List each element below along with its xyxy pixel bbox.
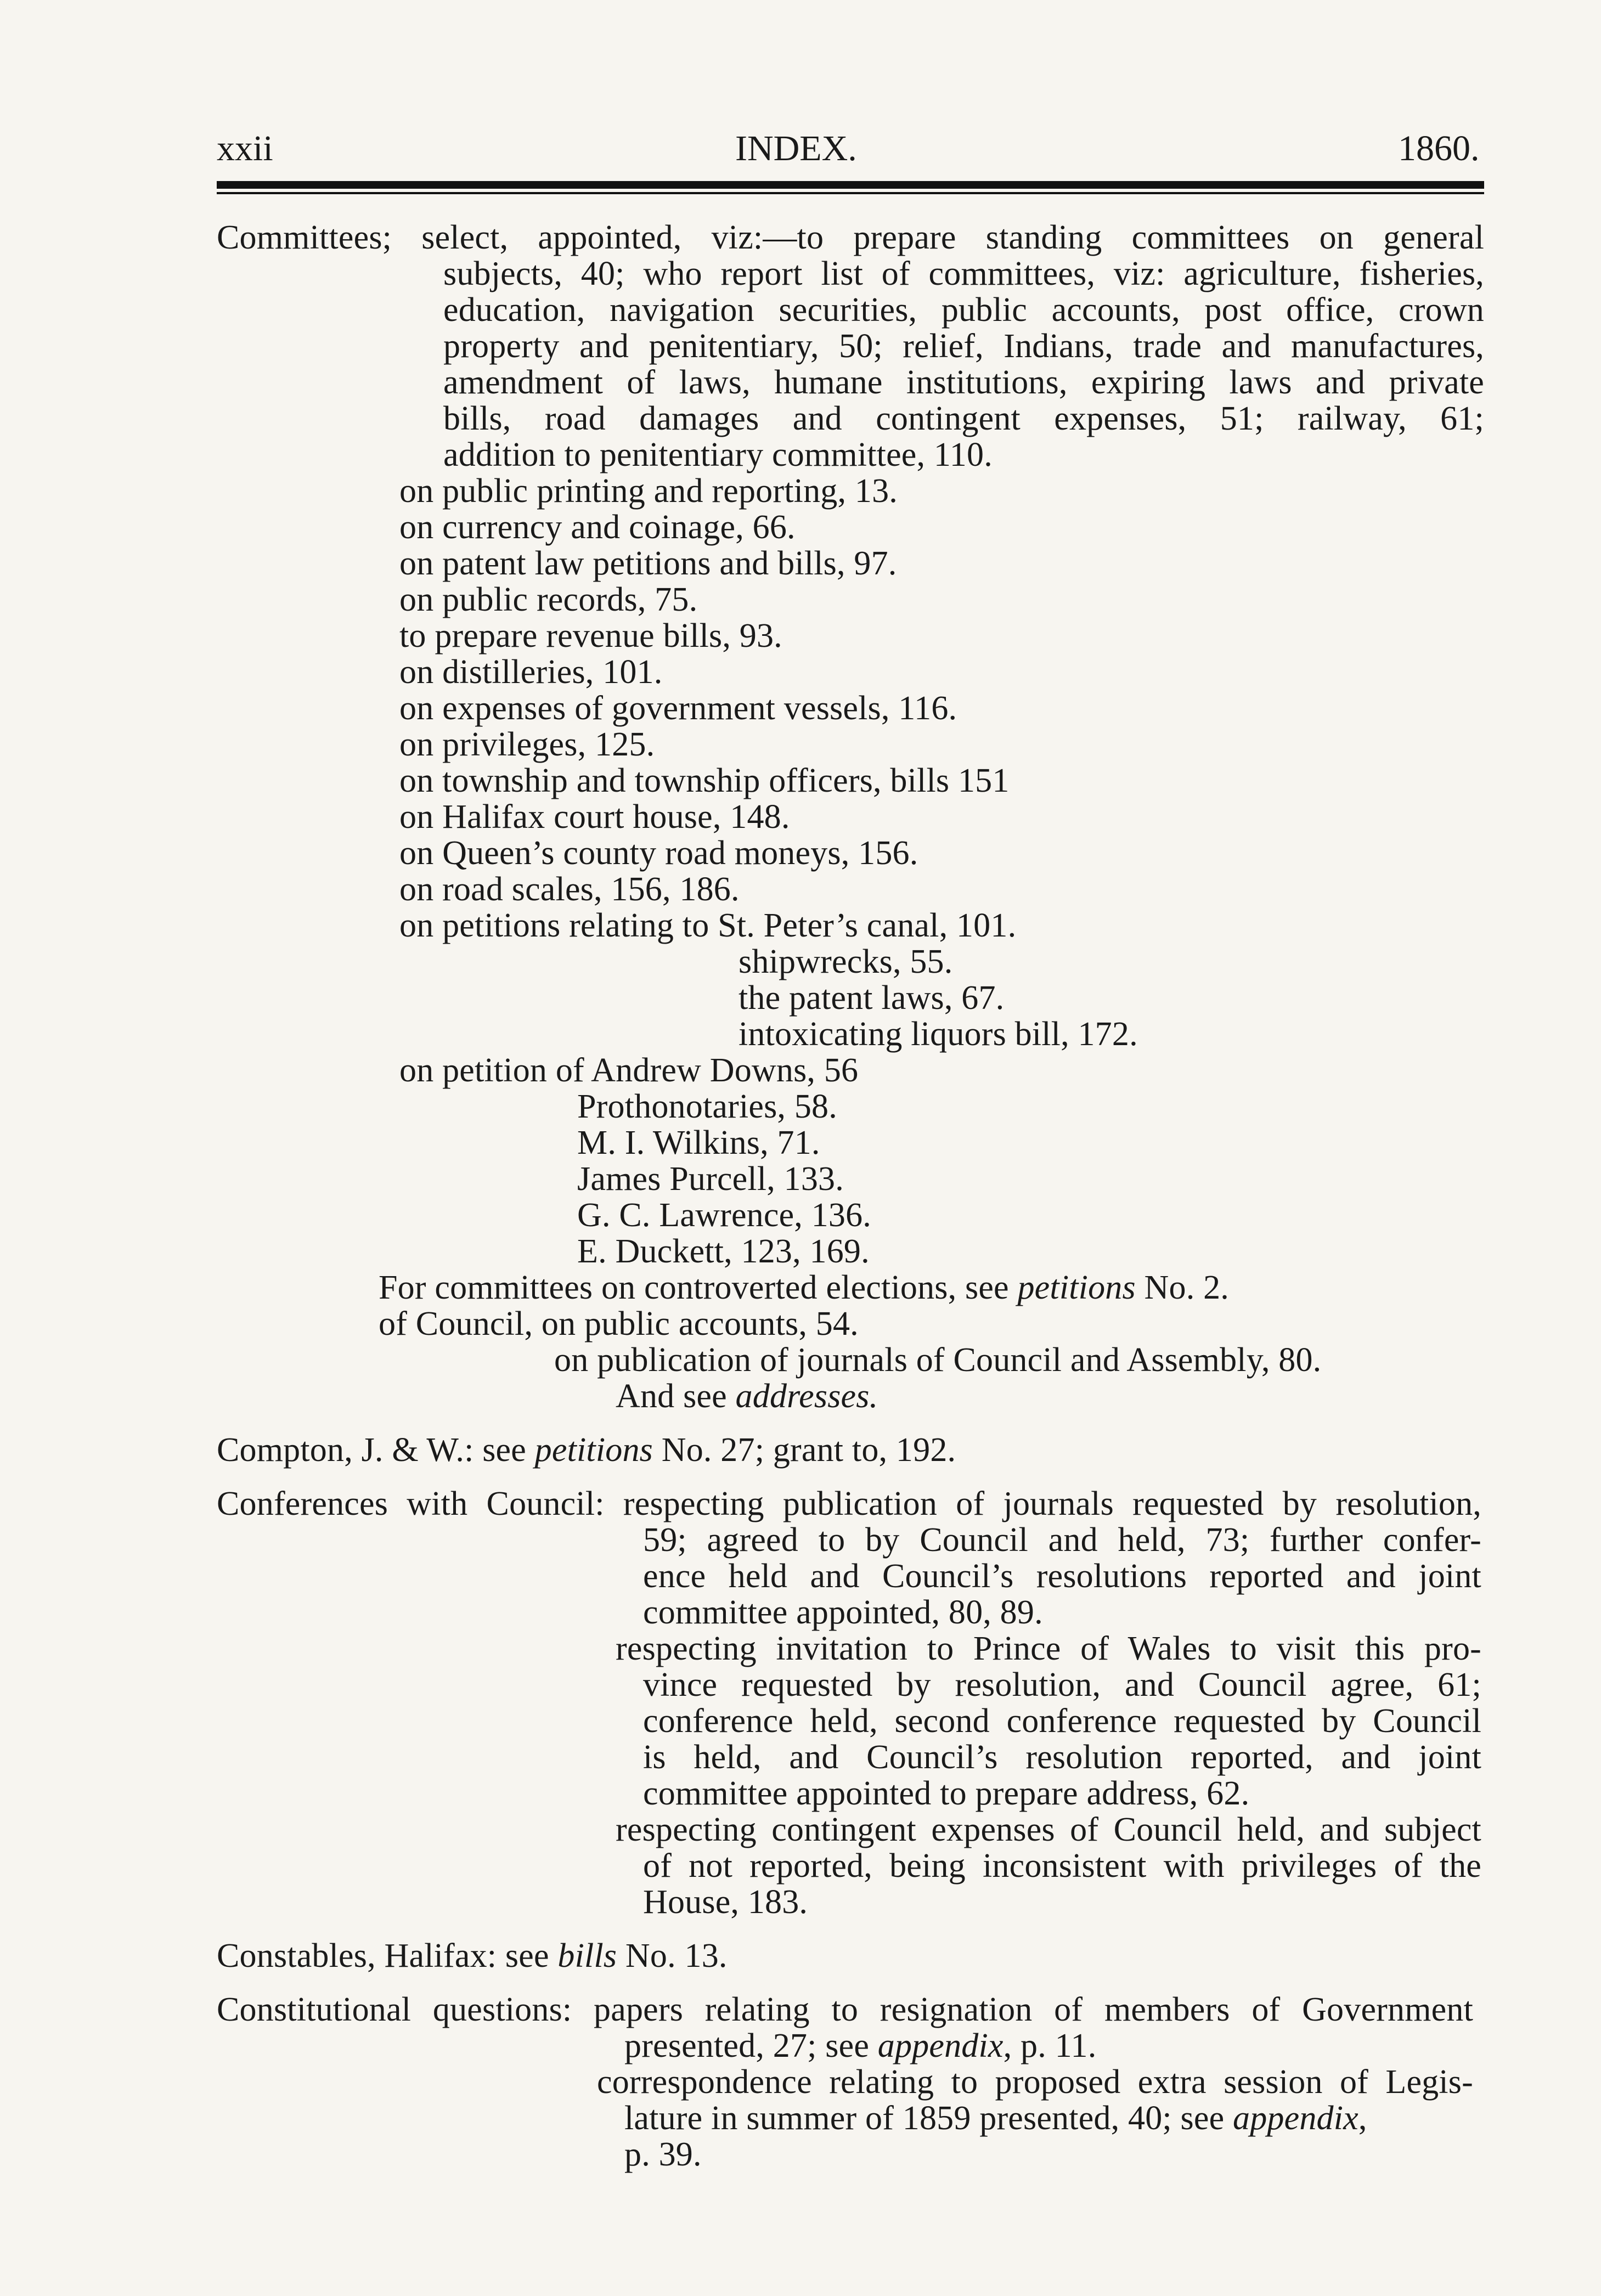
index-subentry: on publication of journals of Council and Assembly, 80. (554, 1341, 1322, 1379)
index-subentry: respecting contingent expenses of Council held, and subject (616, 1811, 1481, 1848)
index-cross-reference: And see addresses. (616, 1378, 878, 1415)
year: 1860. (1398, 128, 1480, 168)
index-subentry: on township and township officers, bills 151 (399, 762, 1010, 799)
index-subentry: of Council, on public accounts, 54. (379, 1305, 859, 1342)
index-subentry: M. I. Wilkins, 71. (577, 1124, 820, 1161)
index-subentry: on privileges, 125. (399, 726, 655, 763)
header-rule-thick (217, 181, 1484, 189)
index-subentry: on road scales, 156, 186. (399, 871, 740, 908)
header-rule-thin (217, 192, 1484, 194)
index-subentry: to prepare revenue bills, 93. (399, 617, 782, 655)
index-subentry: shipwrecks, 55. (739, 943, 953, 980)
index-subentry: James Purcell, 133. (577, 1160, 844, 1198)
index-subentry: intoxicating liquors bill, 172. (739, 1016, 1138, 1053)
index-entry-line: House, 183. (643, 1883, 808, 1921)
index-entry-line: Constitutional questions: papers relating to resignation of members of Government (217, 1991, 1473, 2028)
index-entry-line: presented, 27; see appendix, p. 11. (624, 2027, 1097, 2064)
index-subentry: on petition of Andrew Downs, 56 (399, 1052, 859, 1089)
index-subentry: respecting invitation to Prince of Wales to visit this pro- (616, 1630, 1481, 1667)
index-subentry: E. Duckett, 123, 169. (577, 1233, 870, 1270)
index-subentry: on public records, 75. (399, 581, 698, 618)
index-entry-line: Conferences with Council: respecting publication of journals requested by resolution, (217, 1485, 1481, 1522)
index-entry-line: ence held and Council’s resolutions reported and joint (643, 1558, 1481, 1595)
index-entry-line: committee appointed to prepare address, 62. (643, 1775, 1250, 1812)
page-number: xxii (217, 128, 273, 168)
running-title: INDEX. (735, 128, 857, 168)
index-entry-line: Compton, J. & W.: see petitions No. 27; grant to, 192. (217, 1431, 956, 1469)
index-entry-line: Constables, Halifax: see bills No. 13. (217, 1937, 728, 1975)
index-entry-line: lature in summer of 1859 presented, 40; see appendix, (624, 2100, 1367, 2137)
index-subentry: on Queen’s county road moneys, 156. (399, 834, 918, 872)
index-entry-line: of not reported, being inconsistent with privileges of the (643, 1847, 1481, 1885)
index-entry-line: 59; agreed to by Council and held, 73; further confer- (643, 1521, 1481, 1559)
index-subentry: the patent laws, 67. (739, 979, 1005, 1017)
index-entry-line: amendment of laws, humane institutions, expiring laws and private (443, 364, 1484, 401)
index-entry-line: Committees; select, appointed, viz:—to prepare standing committees on general (217, 219, 1484, 256)
index-subentry: G. C. Lawrence, 136. (577, 1197, 871, 1234)
index-subentry: on patent law petitions and bills, 97. (399, 545, 897, 582)
index-subentry: correspondence relating to proposed extra session of Legis- (597, 2063, 1473, 2101)
index-subentry: on currency and coinage, 66. (399, 509, 796, 546)
index-subentry: on public printing and reporting, 13. (399, 472, 898, 510)
index-entry-line: vince requested by resolution, and Council agree, 61; (643, 1666, 1481, 1703)
index-subentry: on expenses of government vessels, 116. (399, 690, 957, 727)
index-entry-line: is held, and Council’s resolution reported, and joint (643, 1739, 1481, 1776)
index-entry-line: subjects, 40; who report list of committees, viz: agriculture, fisheries, (443, 255, 1484, 292)
index-subentry: on petitions relating to St. Peter’s canal, 101. (399, 907, 1017, 944)
index-entry-line: education, navigation securities, public accounts, post office, crown (443, 291, 1484, 329)
index-entry-line: bills, road damages and contingent expenses, 51; railway, 61; (443, 400, 1484, 437)
index-entry-line: addition to penitentiary committee, 110. (443, 436, 993, 473)
index-cross-reference: For committees on controverted elections, see petitions No. 2. (379, 1269, 1230, 1306)
index-entry-line: conference held, second conference requested by Council (643, 1702, 1481, 1740)
index-subentry: Prothonotaries, 58. (577, 1088, 837, 1125)
index-subentry: on Halifax court house, 148. (399, 798, 790, 836)
index-entry-line: committee appointed, 80, 89. (643, 1594, 1043, 1631)
index-subentry: on distilleries, 101. (399, 653, 663, 691)
index-entry-line: p. 39. (624, 2136, 702, 2173)
index-entry-line: property and penitentiary, 50; relief, Indians, trade and manufactures, (443, 328, 1484, 365)
